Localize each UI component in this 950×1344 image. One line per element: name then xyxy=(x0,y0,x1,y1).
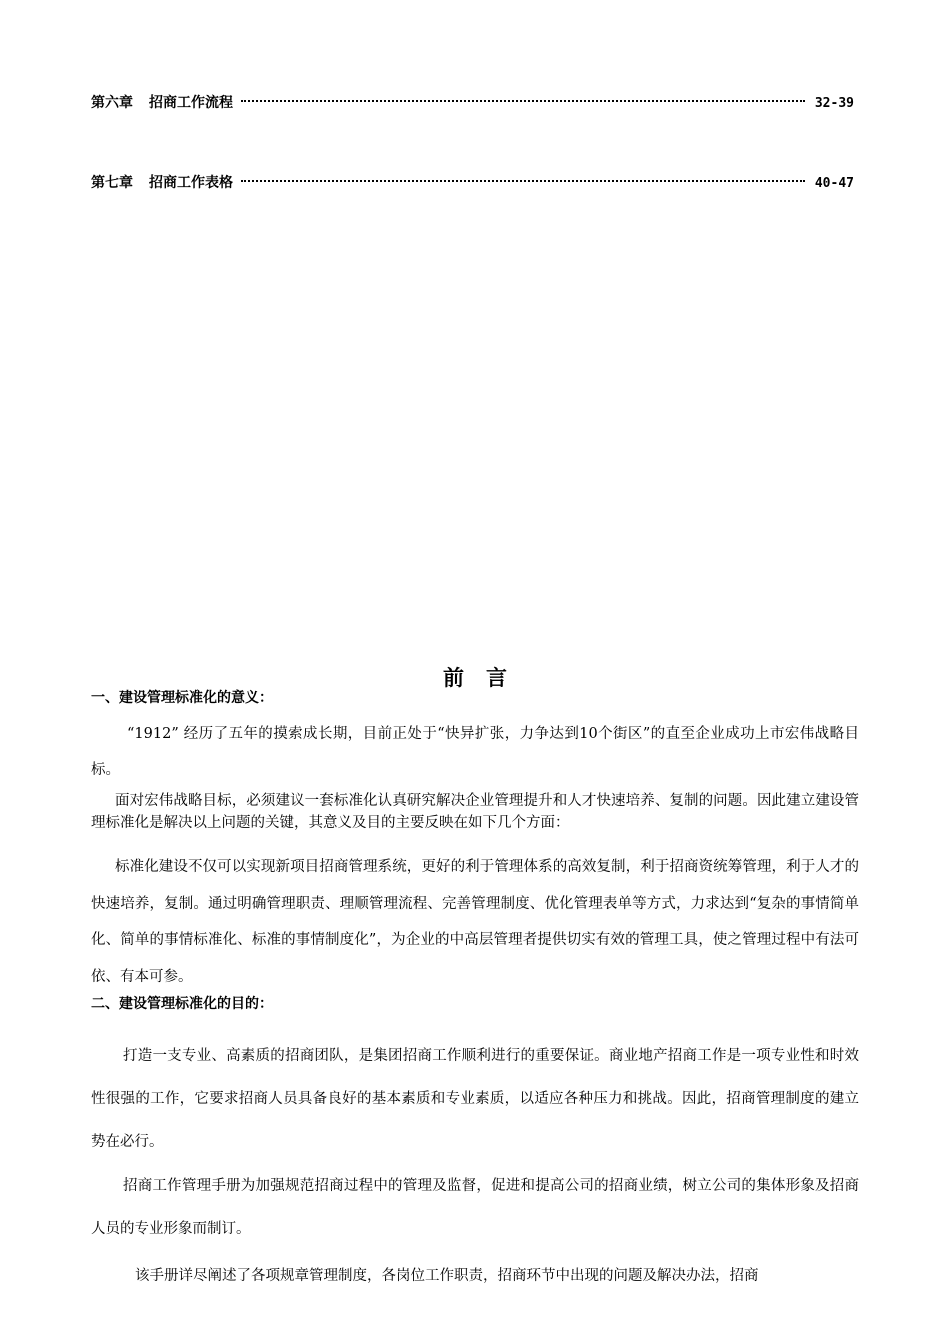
toc-entry-chapter-7 xyxy=(91,173,854,194)
section-heading-significance: 一、建设管理标准化的意义： xyxy=(91,690,273,706)
paragraph-manual: 招商工作管理手册为加强规范招商过程中的管理及监督，促进和提高公司的招商业绩，树立公司的集体形象及招商人员的专业形象而制订。 xyxy=(91,1178,859,1237)
toc-leader-dots xyxy=(241,100,805,102)
toc-entry-chapter-6 xyxy=(91,93,854,114)
toc-chapter-title: 招商工作表格 xyxy=(149,175,233,191)
paragraph-contents: 该手册详尽阐述了各项规章管理制度，各岗位工作职责，招商环节中出现的问题及解决办法，招商 xyxy=(135,1268,759,1284)
toc-chapter-number: 第七章 xyxy=(91,175,133,191)
toc-chapter-number: 第六章 xyxy=(91,95,133,111)
toc-chapter-title: 招商工作流程 xyxy=(149,95,233,111)
paragraph-standardization: 标准化建设不仅可以实现新项目招商管理系统，更好的利于管理体系的高效复制，利于招商资统筹管理，利于人才的快速培养，复制。通过明确管理职责、理顺管理流程、完善管理制度、优化管理表单等方式，力求达到“复杂的事情简单化、简单的事情标准化、标准的事情制度化”，为企业的中高层管理者提供切实有效的管理工具，使之管理过程中有法可依、有本可参。 xyxy=(91,859,859,985)
paragraph-strategy: 面对宏伟战略目标，必须建议一套标准化认真研究解决企业管理提升和人才快速培养、复制的问题。因此建立建设管理标准化是解决以上问题的关键，其意义及目的主要反映在如下几个方面： xyxy=(91,793,859,831)
section-heading-purpose: 二、建设管理标准化的目的： xyxy=(91,996,273,1012)
toc-leader-dots xyxy=(241,180,805,182)
paragraph-intro: “1912” 经历了五年的摸索成长期，目前正处于“快异扩张，力争达到10个街区”的直至企业成功上市宏伟战略目标。 xyxy=(91,726,859,778)
toc-page-range: 40-47 xyxy=(814,176,854,191)
paragraph-team: 打造一支专业、高素质的招商团队，是集团招商工作顺利进行的重要保证。商业地产招商工作是一项专业性和时效性很强的工作，它要求招商人员具备良好的基本素质和专业素质，以适应各种压力和挑战。因此，招商管理制度的建立势在必行。 xyxy=(91,1048,859,1150)
preface-title: 前言 xyxy=(443,666,529,690)
toc-page-range: 32-39 xyxy=(814,96,854,111)
